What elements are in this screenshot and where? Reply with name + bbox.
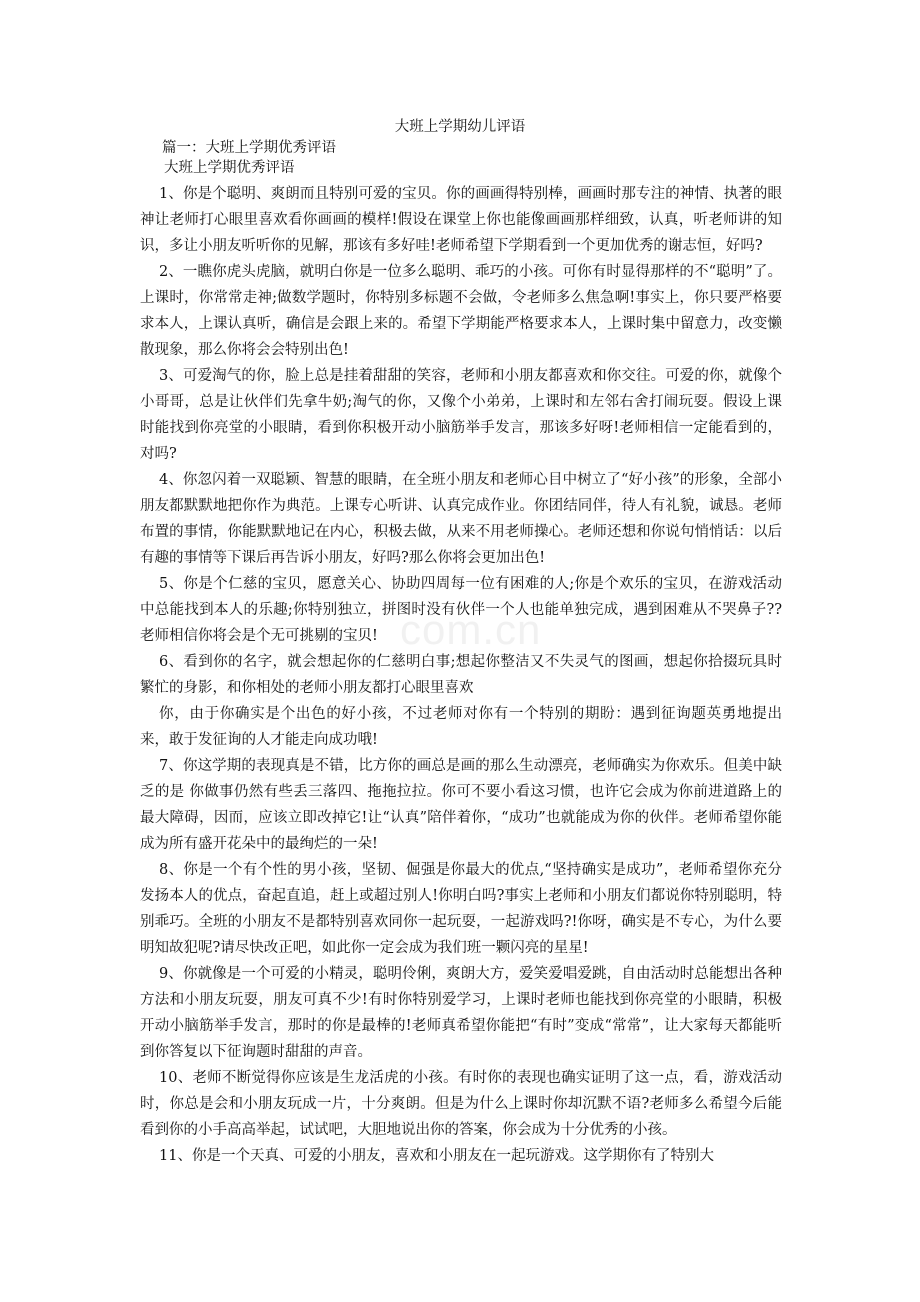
paragraph-6-continued: 你，由于你确实是个出色的好小孩，不过老师对你有一个特别的期盼：遇到征询题英勇地提出来，敢于发征询的人才能走向成功哦! xyxy=(140,706,782,748)
paragraph-2: 2、一瞧你虎头虎脑，就明白你是一位多么聪明、乖巧的小孩。可你有时显得那样的不“聪明”了。上课时，你常常走神;做数学题时，你特别多标题不会做，令老师多么焦急啊!事实上，你只要严格要求本人，上课认真听，确信是会跟上来的。希望下学期能严格要求本人，上课时集中留意力，改变懒散现象，那么你将会会特别出色! xyxy=(140,264,782,358)
paragraph-6: 6、看到你的名字，就会想起你的仁慈明白事;想起你整洁又不失灵气的图画，想起你拾掇玩具时繁忙的身影，和你相处的老师小朋友都打心眼里喜欢 xyxy=(140,654,782,696)
section-heading: 篇一：大班上学期优秀评语 xyxy=(162,140,336,156)
paragraph-9: 9、你就像是一个可爱的小精灵，聪明伶俐，爽朗大方，爱笑爱唱爱跳，自由活动时总能想出各种方法和小朋友玩耍，朋友可真不少!有时你特别爱学习，上课时老师也能找到你亮堂的小眼睛，积极开动小脑筋举手发言，那时的你是最棒的!老师真希望你能把“有时”变成“常常”，让大家每天都能听到你答复以下征询题时甜甜的声音。 xyxy=(140,966,782,1060)
paragraph-1: 1、你是个聪明、爽朗而且特别可爱的宝贝。你的画画得特别棒，画画时那专注的神情、执著的眼神让老师打心眼里喜欢看你画画的模样!假设在课堂上你也能像画画那样细致，认真，听老师讲的知识，多让小朋友听听你的见解，那该有多好哇!老师希望下学期看到一个更加优秀的谢志恒，好吗? xyxy=(140,186,782,254)
document-body xyxy=(140,138,782,1169)
paragraph-10: 10、老师不断觉得你应该是生龙活虎的小孩。有时你的表现也确实证明了这一点，看，游戏活动时，你总是会和小朋友玩成一片，十分爽朗。但是为什么上课时你却沉默不语?老师多么希望今后能看到你的小手高高举起，试试吧，大胆地说出你的答案，你会成为十分优秀的小孩。 xyxy=(140,1070,782,1138)
paragraph-11: 11、你是一个天真、可爱的小朋友，喜欢和小朋友在一起玩游戏。这学期你有了特别大 xyxy=(159,1148,714,1164)
paragraph-4: 4、你忽闪着一双聪颖、智慧的眼睛，在全班小朋友和老师心目中树立了“好小孩”的形象，全部小朋友都默默地把你作为典范。上课专心听讲、认真完成作业。你团结同伴，待人有礼貌，诚恳。老师布置的事情，你能默默地记在内心，积极去做，从来不用老师操心。老师还想和你说句悄悄话：以后有趣的事情等下课后再告诉小朋友，好吗?那么你将会更加出色! xyxy=(140,472,782,566)
paragraph-8: 8、你是一个有个性的男小孩，坚韧、倔强是你最大的优点,“坚持确实是成功”，老师希望你充分发扬本人的优点，奋起直追，赶上或超过别人!你明白吗?事实上老师和小朋友们都说你特别聪明，特别乖巧。全班的小朋友不是都特别喜欢同你一起玩耍，一起游戏吗?!你呀，确实是不专心，为什么要明知故犯呢?请尽快改正吧，如此你一定会成为我们班一颗闪亮的星星! xyxy=(140,862,782,956)
sub-heading: 大班上学期优秀评语 xyxy=(164,160,295,176)
watermark-text: com.cn xyxy=(400,606,542,653)
document-title: 大班上学期幼儿评语 xyxy=(394,119,526,135)
paragraph-3: 3、可爱淘气的你，脸上总是挂着甜甜的笑容，老师和小朋友都喜欢和你交往。可爱的你，就像个小哥哥，总是让伙伴们先拿牛奶;淘气的你，又像个小弟弟，上课时和左邻右舍打闹玩耍。假设上课时能找到你亮堂的小眼睛，看到你积极开动小脑筋举手发言，那该多好呀!老师相信一定能看到的，对吗? xyxy=(140,368,782,462)
paragraph-5: 5、你是个仁慈的宝贝，愿意关心、协助四周每一位有困难的人;你是个欢乐的宝贝，在游戏活动中总能找到本人的乐趣;你特别独立，拼图时没有伙伴一个人也能单独完成，遇到困难从不哭鼻子??老师相信你将会是个无可挑剔的宝贝! xyxy=(140,576,782,644)
paragraph-7: 7、你这学期的表现真是不错，比方你的画总是画的那么生动漂亮，老师确实为你欢乐。但美中缺乏的是 你做事仍然有些丢三落四、拖拖拉拉。你可不要小看这习惯，也许它会成为你前进道路上的最大障碍，因而，应该立即改掉它!让“认真”陪伴着你，“成功”也就能成为你的伙伴。老师希望你能成为所有盛开花朵中的最绚烂的一朵! xyxy=(140,758,782,852)
